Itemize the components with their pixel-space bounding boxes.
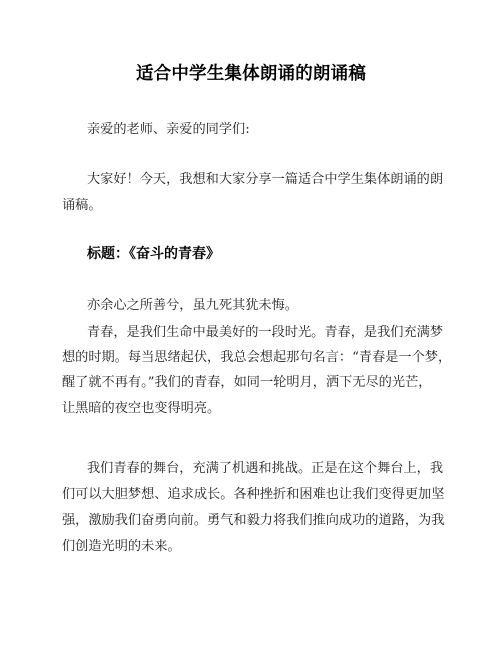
epigraph-line: 亦余心之所善兮，虽九死其犹未悔。 [87, 298, 298, 313]
poem-title: 标题：《奋斗的青春》 [87, 246, 220, 262]
document-title: 适合中学生集体朗诵的朗诵稿 [135, 64, 367, 84]
paragraph-line: 醒了就不再有。”我们的青春，如同一轮明月，洒下无尽的光芒， [62, 375, 432, 390]
paragraph-line: 青春，是我们生命中最美好的一段时光。青春，是我们充满梦 [87, 325, 444, 340]
paragraph-line: 们可以大胆梦想、追求成长。各种挫折和困难也让我们变得更加坚 [62, 487, 445, 502]
intro-line: 诵稿。 [62, 198, 102, 213]
paragraph-line: 想的时期。每当思绪起伏，我总会想起那句名言：“青春是一个梦， [62, 350, 452, 365]
paragraph-line: 们创造光明的未来。 [62, 539, 181, 554]
paragraph-line: 我们青春的舞台，充满了机遇和挑战。正是在这个舞台上，我 [87, 461, 444, 476]
paragraph-line: 让黑暗的夜空也变得明亮。 [62, 401, 221, 416]
intro-line: 大家好！今天，我想和大家分享一篇适合中学生集体朗诵的朗 [87, 172, 444, 187]
greeting-line: 亲爱的老师、亲爱的同学们: [87, 122, 250, 137]
paragraph-line: 强，激励我们奋勇向前。勇气和毅力将我们推向成功的道路，为我 [62, 513, 445, 528]
